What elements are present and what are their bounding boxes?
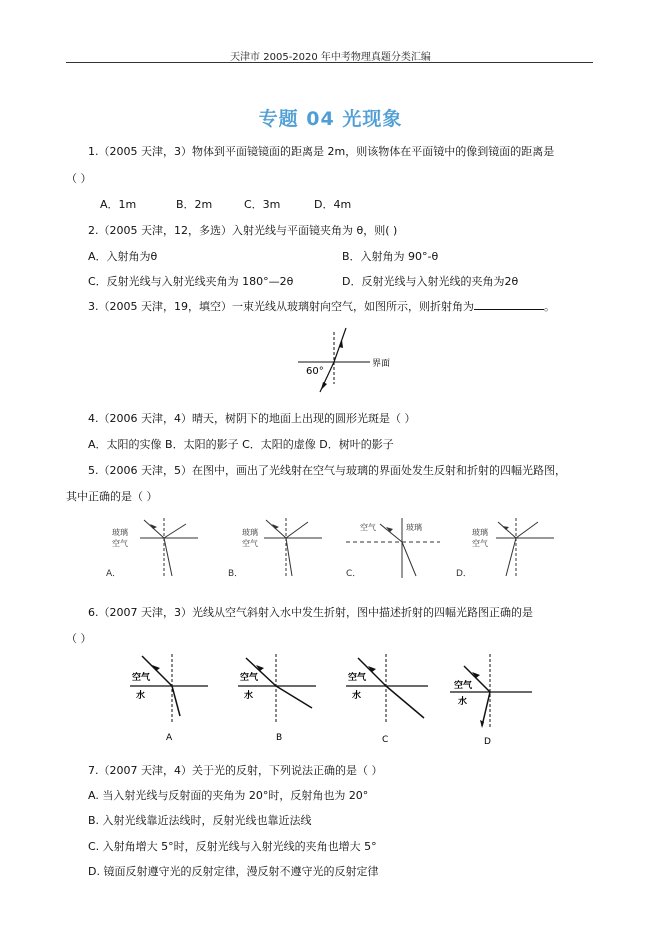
q3-figure <box>290 322 400 394</box>
q6-c-label: C <box>382 735 389 744</box>
q5-figure-c <box>340 516 440 582</box>
q2-stem: 2.（2005 天津，12，多选）入射光线与平面镜夹角为 θ，则( ) <box>88 224 398 237</box>
q1-option-c: C．3m <box>244 198 281 211</box>
q5-figure-d <box>454 516 554 582</box>
q3-arrow-lower <box>321 382 327 390</box>
q2-option-d: D．反射光线与入射光线的夹角为2θ <box>342 275 519 288</box>
q5-d-top-label: 玻璃 <box>472 528 488 537</box>
q6-d-label: D <box>484 737 491 744</box>
q1-option-a: A．1m <box>100 198 137 211</box>
q7-option-d: D. 镜面反射遵守光的反射定律，漫反射不遵守光的反射定律 <box>88 865 379 878</box>
q6-c-top-label: 空气 <box>348 673 367 683</box>
q5-c-top-label: 空气 <box>360 523 376 532</box>
q5-d-label: D． <box>456 569 472 579</box>
q2-option-b: B．入射角为 90°-θ <box>342 250 439 263</box>
q6-paren: （ ） <box>66 632 92 645</box>
q5-figure-b <box>222 516 322 582</box>
q5-b-bottom-label: 空气 <box>242 539 258 548</box>
q7-option-a: A. 当入射光线与反射面的夹角为 20°时，反射角也为 20° <box>88 789 369 802</box>
q2-option-c: C．反射光线与入射光线夹角为 180°—2θ <box>88 275 294 288</box>
q7-option-c: C. 入射角增大 5°时，反射光线与入射光线的夹角也增大 5° <box>88 840 377 853</box>
q3-stem-text: 3.（2005 天津，19，填空）一束光线从玻璃射向空气，如图所示，则折射角为 <box>88 300 474 313</box>
q6-figure-c <box>344 652 436 744</box>
q6-b-bottom-label: 水 <box>244 691 254 701</box>
q5-c-bottom-label: 玻璃 <box>406 523 422 532</box>
q6-figure-d <box>448 652 540 744</box>
q5-b-top-label: 玻璃 <box>242 528 258 537</box>
q3-interface-label: 界面 <box>372 359 391 369</box>
q7-option-b: B. 入射光线靠近法线时，反射光线也靠近法线 <box>88 814 312 827</box>
running-header: 天津市 2005-2020 年中考物理真题分类汇编 <box>230 52 431 63</box>
q5-a-top-label: 玻璃 <box>112 528 128 537</box>
q6-c-bottom-label: 水 <box>352 691 362 701</box>
q6-a-label: A <box>166 733 173 743</box>
header-rule <box>66 62 593 63</box>
doc-title: 专题 04 光现象 <box>258 108 403 130</box>
q2-option-a: A．入射角为θ <box>88 250 158 263</box>
q6-figure-b <box>236 652 326 744</box>
q3-stem-end: 。 <box>543 300 555 313</box>
q4-stem: 4.（2006 天津，4）晴天，树阴下的地面上出现的圆形光斑是（ ） <box>88 412 416 425</box>
q1-option-d: D．4m <box>314 198 352 211</box>
q1-paren: （ ） <box>66 172 92 185</box>
q5-b-label: B． <box>228 569 244 579</box>
q5-c-label: C． <box>346 569 362 579</box>
q6-d-top-label: 空气 <box>454 681 473 691</box>
q5-a-label: A． <box>106 569 122 579</box>
q6-a-top-label: 空气 <box>132 673 151 683</box>
q6-figure-a <box>128 652 218 744</box>
q7-stem: 7.（2007 天津，4）关于光的反射，下列说法正确的是（ ） <box>88 764 383 777</box>
q3-angle-label: 60° <box>306 366 324 377</box>
q5-d-bottom-label: 空气 <box>472 539 488 548</box>
q5-stem-line1: 5.（2006 天津，5）在图中，画出了光线射在空气与玻璃的界面处发生反射和折射的四幅光路图， <box>88 464 566 477</box>
q6-b-top-label: 空气 <box>240 673 259 683</box>
q5-stem-line2: 其中正确的是（ ） <box>66 490 158 503</box>
q6-b-label: B <box>276 733 283 743</box>
q3-answer-blank <box>474 299 544 310</box>
q5-a-bottom-label: 空气 <box>112 539 128 548</box>
q1-option-b: B．2m <box>176 198 213 211</box>
q6-stem: 6.（2007 天津，3）光线从空气斜射入水中发生折射，图中描述折射的四幅光路图正确的是 <box>88 606 533 619</box>
q1-stem: 1.（2005 天津，3）物体到平面镜镜面的距离是 2m，则该物体在平面镜中的像到镜面的距离是 <box>88 145 555 158</box>
q3-stem <box>88 298 555 314</box>
q6-a-bottom-label: 水 <box>136 691 146 701</box>
q4-options: A．太阳的实像 B．太阳的影子 C．太阳的虚像 D．树叶的影子 <box>88 438 394 451</box>
q5-figure-a <box>98 516 198 582</box>
q6-d-bottom-label: 水 <box>458 697 468 707</box>
